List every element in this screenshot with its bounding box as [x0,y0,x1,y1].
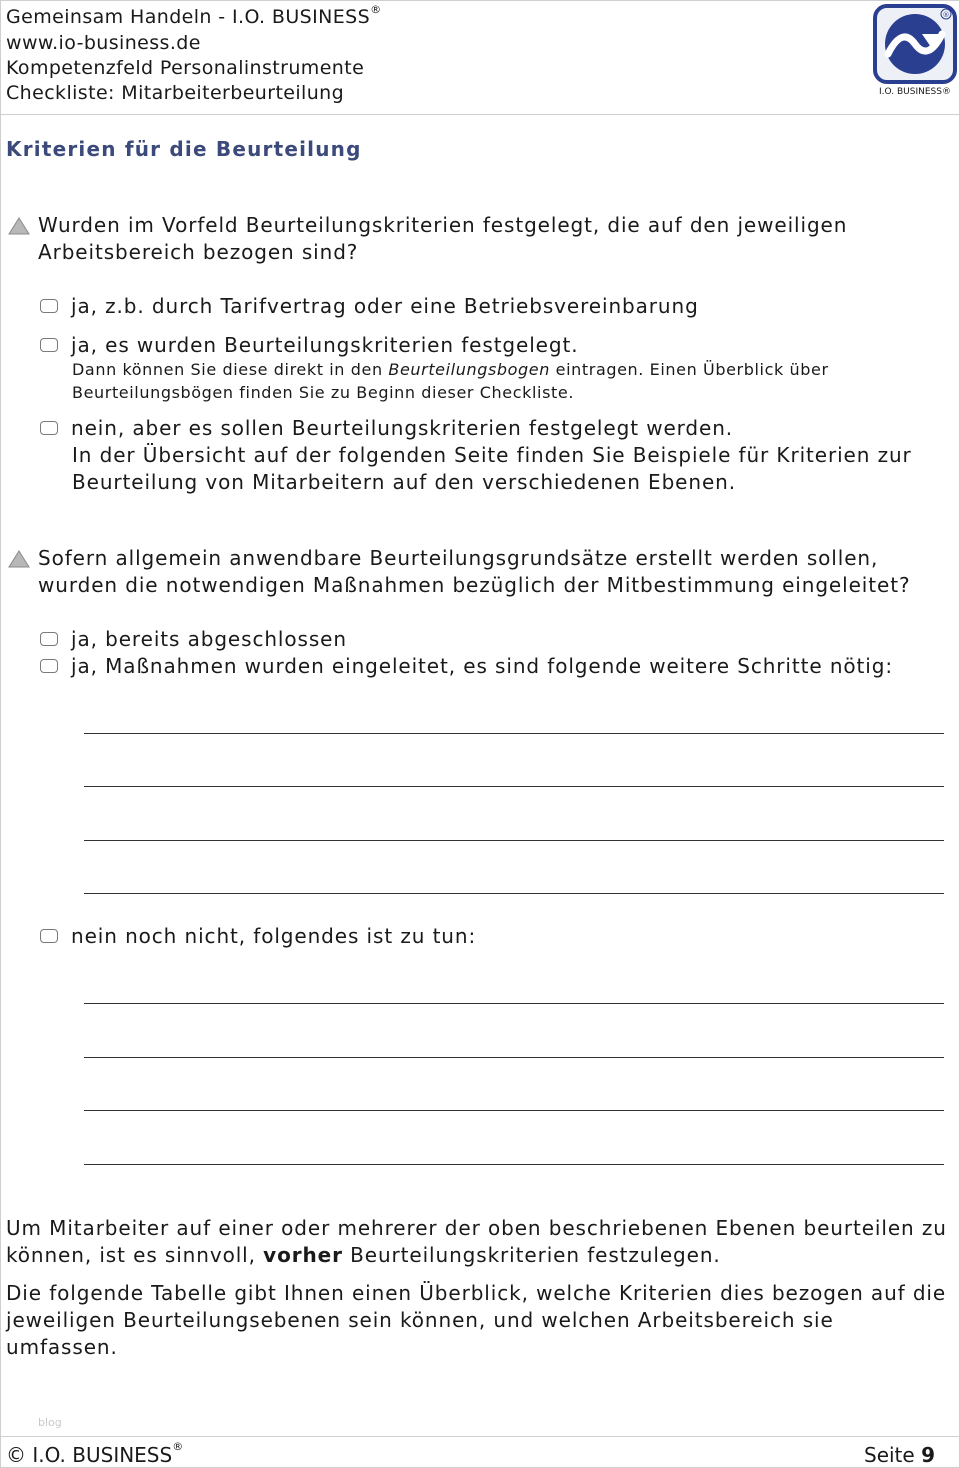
checkbox-icon[interactable] [40,929,58,943]
footer-copyright: © I.O. BUSINESS® [6,1440,184,1467]
write-in-line[interactable] [84,786,944,787]
note-emphasis: Beurteilungsbogen [388,360,550,379]
checkbox-icon[interactable] [40,338,58,352]
checkbox-option-2b[interactable] [40,653,940,680]
checkbox-option-1c[interactable] [40,415,940,442]
option-label: ja, Maßnahmen wurden eingeleitet, es sind folgende weitere Schritte nötig: [71,654,893,678]
checkbox-icon[interactable] [40,659,58,673]
logo-emblem-icon [872,4,958,98]
checkbox-option-2a[interactable] [40,626,940,653]
write-in-line[interactable] [84,893,944,894]
header-field: Kompetenzfeld Personalinstrumente [6,57,365,79]
paragraph-1: Um Mitarbeiter auf einer oder mehrerer der oben beschriebenen Ebenen beurteilen zu können, ist es sinnvoll, vorher Beurteilungskriterien festzulegen. [6,1216,947,1267]
option-label: ja, es wurden Beurteilungskriterien festgelegt. [71,333,579,357]
triangle-bullet-icon [8,550,30,568]
question-1-text: Wurden im Vorfeld Beurteilungskriterien festgelegt, die auf den jeweiligen Arbeitsbereich bezogen sind? [38,213,848,264]
write-in-line[interactable] [84,1003,944,1004]
section-title: Kriterien für die Beurteilung [6,137,362,161]
watermark: blog [38,1416,62,1429]
checkbox-icon[interactable] [40,632,58,646]
checkbox-option-1b[interactable] [40,332,940,359]
checkbox-option-2c[interactable] [40,923,940,950]
header-checklist: Checkliste: Mitarbeiterbeurteilung [6,82,345,104]
option-label: nein, aber es sollen Beurteilungskriterien festgelegt werden. [71,416,734,440]
company-logo [872,4,958,98]
option-1c-followup: In der Übersicht auf der folgenden Seite finden Sie Beispiele für Kriterien zur Beurteilung von Mitarbeitern auf den verschiedenen Ebenen. [72,443,912,494]
paragraph-2: Die folgende Tabelle gibt Ihnen einen Überblick, welche Kriterien dies bezogen auf die jeweiligen Beurteilungsebenen sein können, und welchen Arbeitsbereich sie umfassen. [6,1281,947,1359]
option-label: nein noch nicht, folgendes ist zu tun: [71,924,477,948]
logo-registered-mark: ® [942,11,950,19]
header-company: Gemeinsam Handeln - I.O. BUSINESS® [6,3,382,28]
checkbox-icon[interactable] [40,299,58,313]
logo-caption: I.O. BUSINESS® [879,87,951,97]
write-in-line[interactable] [84,840,944,841]
page-number: 9 [921,1443,935,1467]
write-in-line[interactable] [84,1057,944,1058]
write-in-line[interactable] [84,1164,944,1165]
write-in-line[interactable] [84,733,944,734]
checkbox-option-1a[interactable] [40,293,940,320]
write-in-line[interactable] [84,1110,944,1111]
option-label: ja, bereits abgeschlossen [71,627,347,651]
triangle-bullet-icon [8,217,30,235]
checkbox-icon[interactable] [40,421,58,435]
question-2-text: Sofern allgemein anwendbare Beurteilungsgrundsätze erstellt werden sollen, wurden die notwendigen Maßnahmen bezüglich der Mitbestimmung eingeleitet? [38,546,911,597]
question-1 [8,212,938,266]
option-label: ja, z.b. durch Tarifvertrag oder eine Betriebsvereinbarung [71,294,699,318]
footer-page: Seite 9 [864,1443,935,1467]
header-website[interactable]: www.io-business.de [6,32,201,54]
emphasis-bold: vorher [263,1243,343,1267]
option-1b-note: Dann können Sie diese direkt in den Beurteilungsbogen eintragen. Einen Überblick über Beurteilungsbögen finden Sie zu Beginn dieser Checkliste. [72,360,829,402]
question-2 [8,545,938,599]
header-divider [0,114,960,115]
footer-divider [0,1436,960,1437]
